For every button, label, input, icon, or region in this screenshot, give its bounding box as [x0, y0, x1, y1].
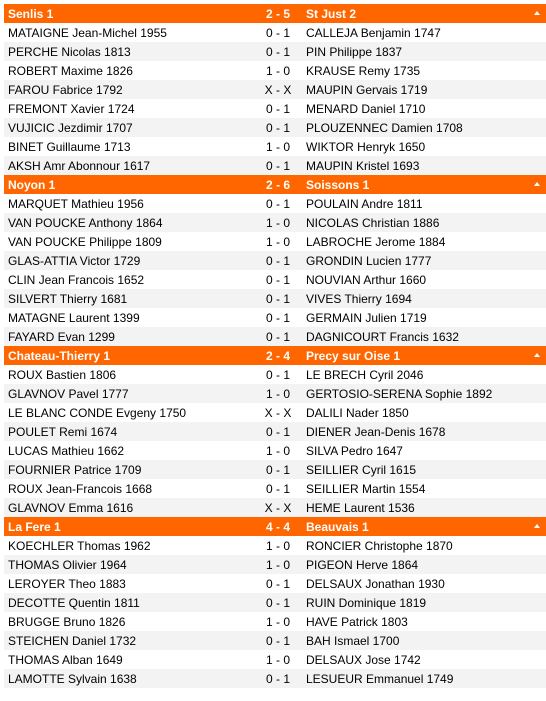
home-player: LE BLANC CONDE Evgeny 1750: [8, 405, 187, 420]
away-player: DELSAUX Jonathan 1930: [306, 576, 445, 591]
home-team-name: Chateau-Thierry 1: [8, 348, 111, 363]
results-list: [4, 4, 546, 688]
home-player: MATAIGNE Jean-Michel 1955: [8, 25, 167, 40]
away-player: RUIN Dominique 1819: [306, 595, 427, 610]
board-row: [4, 612, 546, 631]
home-player: DECOTTE Quentin 1811: [8, 595, 140, 610]
game-result: 1 - 0: [265, 557, 290, 572]
home-player: LAMOTTE Sylvain 1638: [8, 671, 137, 686]
collapse-triangle-icon[interactable]: [534, 182, 540, 186]
game-result: 1 - 0: [265, 614, 290, 629]
game-result: 1 - 0: [265, 538, 290, 553]
board-row: [4, 80, 546, 99]
collapse-triangle-icon[interactable]: [534, 11, 540, 15]
board-row: [4, 137, 546, 156]
board-row: [4, 61, 546, 80]
collapse-triangle-icon[interactable]: [534, 353, 540, 357]
game-result: 0 - 1: [265, 253, 290, 268]
home-player: MARQUET Mathieu 1956: [8, 196, 144, 211]
home-player: ROUX Bastien 1806: [8, 367, 117, 382]
board-row: [4, 403, 546, 422]
home-player: ROUX Jean-Francois 1668: [8, 481, 153, 496]
away-player: PIN Philippe 1837: [306, 44, 403, 59]
away-player: LESUEUR Emmanuel 1749: [306, 671, 454, 686]
home-player: ROBERT Maxime 1826: [8, 63, 133, 78]
game-result: 1 - 0: [265, 139, 290, 154]
board-row: [4, 99, 546, 118]
home-player: LUCAS Mathieu 1662: [8, 443, 125, 458]
game-result: 0 - 1: [265, 291, 290, 306]
home-player: AKSH Amr Abonnour 1617: [8, 158, 151, 173]
game-result: 0 - 1: [265, 25, 290, 40]
home-player: FAROU Fabrice 1792: [8, 82, 123, 97]
board-row: [4, 118, 546, 137]
game-result: 0 - 1: [265, 595, 290, 610]
away-player: MAUPIN Gervais 1719: [306, 82, 428, 97]
board-row: [4, 23, 546, 42]
game-result: 1 - 0: [265, 386, 290, 401]
home-player: FREMONT Xavier 1724: [8, 101, 135, 116]
away-player: DALILI Nader 1850: [306, 405, 409, 420]
match-header[interactable]: [4, 175, 546, 194]
away-player: WIKTOR Henryk 1650: [306, 139, 426, 154]
game-result: 0 - 1: [265, 462, 290, 477]
home-player: GLAS-ATTIA Victor 1729: [8, 253, 141, 268]
board-row: [4, 460, 546, 479]
away-player: GERMAIN Julien 1719: [306, 310, 427, 325]
home-player: FAYARD Evan 1299: [8, 329, 115, 344]
away-player: NOUVIAN Arthur 1660: [306, 272, 427, 287]
home-team-name: La Fere 1: [8, 519, 61, 534]
away-player: MAUPIN Kristel 1693: [306, 158, 420, 173]
away-player: BAH Ismael 1700: [306, 633, 400, 648]
away-player: PIGEON Herve 1864: [306, 557, 419, 572]
home-player: VAN POUCKE Anthony 1864: [8, 215, 163, 230]
away-team-name: Precy sur Oise 1: [306, 348, 401, 363]
home-player: BINET Guillaume 1713: [8, 139, 131, 154]
game-result: 0 - 1: [265, 329, 290, 344]
match-header[interactable]: [4, 517, 546, 536]
home-team-name: Senlis 1: [8, 6, 54, 21]
game-result: 0 - 1: [265, 576, 290, 591]
board-row: [4, 631, 546, 650]
home-player: STEICHEN Daniel 1732: [8, 633, 137, 648]
home-player: THOMAS Alban 1649: [8, 652, 123, 667]
away-player: PLOUZENNEC Damien 1708: [306, 120, 463, 135]
away-team-name: Soissons 1: [306, 177, 370, 192]
game-result: 0 - 1: [265, 310, 290, 325]
game-result: 0 - 1: [265, 158, 290, 173]
home-player: FOURNIER Patrice 1709: [8, 462, 142, 477]
board-row: [4, 536, 546, 555]
match-score: 2 - 4: [265, 348, 290, 363]
match-score: 2 - 6: [265, 177, 290, 192]
match-header[interactable]: [4, 346, 546, 365]
match-section: [4, 175, 546, 346]
game-result: 1 - 0: [265, 215, 290, 230]
board-row: [4, 251, 546, 270]
game-result: 1 - 0: [265, 234, 290, 249]
board-row: [4, 441, 546, 460]
away-team-name: St Just 2: [306, 6, 357, 21]
away-player: DIENER Jean-Denis 1678: [306, 424, 446, 439]
match-section: [4, 517, 546, 688]
home-player: POULET Remi 1674: [8, 424, 118, 439]
board-row: [4, 384, 546, 403]
game-result: 1 - 0: [265, 63, 290, 78]
away-player: DAGNICOURT Francis 1632: [306, 329, 459, 344]
away-player: LABROCHE Jerome 1884: [306, 234, 446, 249]
board-row: [4, 308, 546, 327]
away-player: CALLEJA Benjamin 1747: [306, 25, 441, 40]
board-row: [4, 669, 546, 688]
game-result: 0 - 1: [265, 196, 290, 211]
board-row: [4, 42, 546, 61]
game-result: 1 - 0: [265, 652, 290, 667]
game-result: 0 - 1: [265, 424, 290, 439]
board-row: [4, 479, 546, 498]
game-result: 0 - 1: [265, 101, 290, 116]
away-player: MENARD Daniel 1710: [306, 101, 426, 116]
board-row: [4, 574, 546, 593]
game-result: 0 - 1: [265, 272, 290, 287]
home-player: CLIN Jean Francois 1652: [8, 272, 145, 287]
board-row: [4, 498, 546, 517]
away-player: KRAUSE Remy 1735: [306, 63, 421, 78]
board-row: [4, 156, 546, 175]
board-row: [4, 232, 546, 251]
board-row: [4, 194, 546, 213]
away-player: LE BRECH Cyril 2046: [306, 367, 424, 382]
match-score: 2 - 5: [265, 6, 290, 21]
game-result: 0 - 1: [265, 120, 290, 135]
board-row: [4, 593, 546, 612]
home-player: MATAGNE Laurent 1399: [8, 310, 140, 325]
board-row: [4, 213, 546, 232]
game-result: 0 - 1: [265, 633, 290, 648]
board-row: [4, 365, 546, 384]
board-row: [4, 327, 546, 346]
match-section: [4, 346, 546, 517]
game-result: 0 - 1: [265, 671, 290, 686]
home-player: PERCHE Nicolas 1813: [8, 44, 131, 59]
collapse-triangle-icon[interactable]: [534, 524, 540, 528]
game-result: X - X: [264, 405, 292, 420]
game-result: 0 - 1: [265, 367, 290, 382]
home-player: BRUGGE Bruno 1826: [8, 614, 126, 629]
home-player: THOMAS Olivier 1964: [8, 557, 127, 572]
away-player: RONCIER Christophe 1870: [306, 538, 453, 553]
home-player: GLAVNOV Emma 1616: [8, 500, 134, 515]
away-player: POULAIN Andre 1811: [306, 196, 423, 211]
home-player: LEROYER Theo 1883: [8, 576, 126, 591]
board-row: [4, 422, 546, 441]
game-result: 1 - 0: [265, 443, 290, 458]
away-player: GRONDIN Lucien 1777: [306, 253, 432, 268]
match-header[interactable]: [4, 4, 546, 23]
board-row: [4, 555, 546, 574]
away-player: SEILLIER Martin 1554: [306, 481, 426, 496]
match-score: 4 - 4: [265, 519, 290, 534]
away-player: VIVES Thierry 1694: [306, 291, 412, 306]
away-player: GERTOSIO-SERENA Sophie 1892: [306, 386, 493, 401]
home-player: VAN POUCKE Philippe 1809: [8, 234, 162, 249]
away-player: SEILLIER Cyril 1615: [306, 462, 417, 477]
board-row: [4, 650, 546, 669]
away-player: HEME Laurent 1536: [306, 500, 415, 515]
away-player: DELSAUX Jose 1742: [306, 652, 421, 667]
game-result: 0 - 1: [265, 44, 290, 59]
home-player: GLAVNOV Pavel 1777: [8, 386, 129, 401]
board-row: [4, 270, 546, 289]
home-team-name: Noyon 1: [8, 177, 56, 192]
away-team-name: Beauvais 1: [306, 519, 369, 534]
board-row: [4, 289, 546, 308]
game-result: X - X: [264, 82, 292, 97]
game-result: X - X: [264, 500, 292, 515]
away-player: HAVE Patrick 1803: [306, 614, 408, 629]
game-result: 0 - 1: [265, 481, 290, 496]
away-player: NICOLAS Christian 1886: [306, 215, 440, 230]
home-player: SILVERT Thierry 1681: [8, 291, 128, 306]
match-section: [4, 4, 546, 175]
away-player: SILVA Pedro 1647: [306, 443, 403, 458]
home-player: KOECHLER Thomas 1962: [8, 538, 151, 553]
home-player: VUJICIC Jezdimir 1707: [8, 120, 133, 135]
